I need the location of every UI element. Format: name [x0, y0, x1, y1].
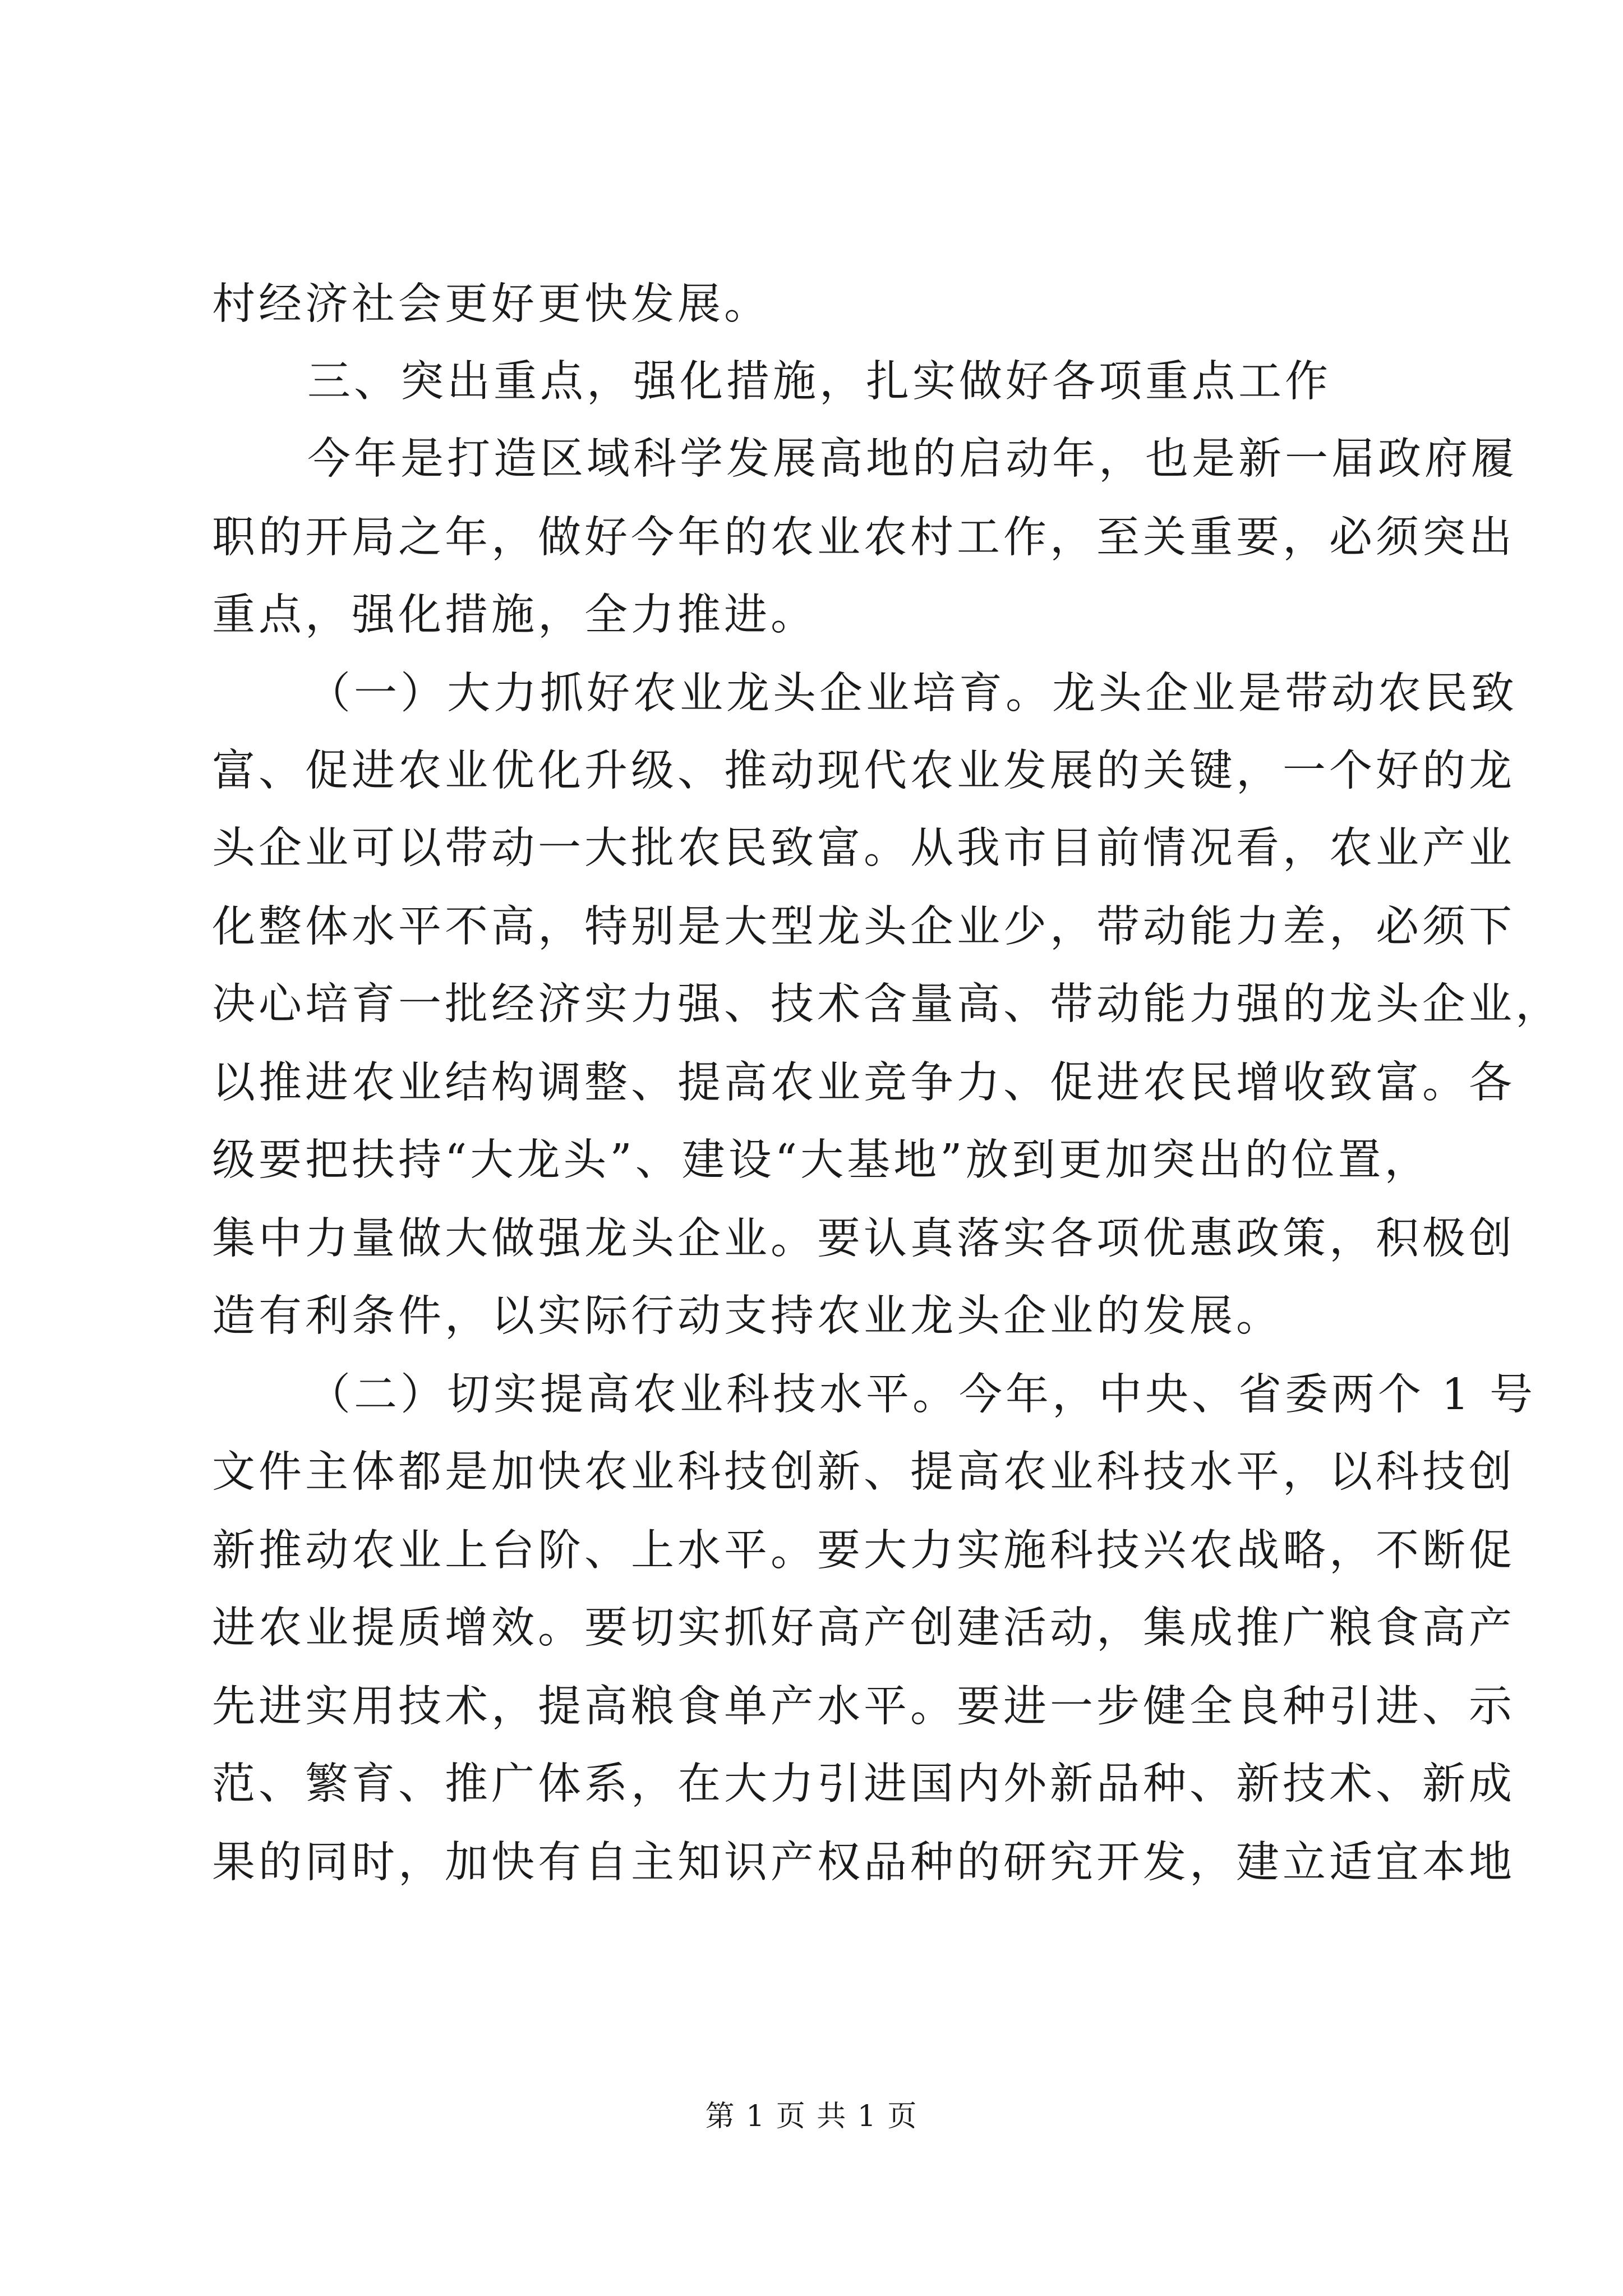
text-line: 进农业提质增效。要切实抓好高产创建活动，集成推广粮食高产 [212, 1603, 1515, 1653]
text-line: 新推动农业上台阶、上水平。要大力实施科技兴农战略，不断促 [212, 1526, 1515, 1576]
text-line: （一）大力抓好农业龙头企业培育。龙头企业是带动农民致 [307, 669, 1518, 719]
text-line: 村经济社会更好更快发展。 [212, 279, 771, 329]
text-line: （二）切实提高农业科技水平。今年，中央、省委两个 1 号 [307, 1370, 1536, 1420]
text-line: 集中力量做大做强龙头企业。要认真落实各项优惠政策，积极创 [212, 1214, 1515, 1264]
text-line: 今年是打造区域科学发展高地的启动年，也是新一届政府履 [307, 434, 1518, 484]
text-line: 先进实用技术，提高粮食单产水平。要进一步健全良种引进、示 [212, 1682, 1515, 1732]
text-line: 级要把扶持“大龙头”、建设“大基地”放到更加突出的位置， [212, 1135, 1431, 1185]
text-line: 化整体水平不高，特别是大型龙头企业少，带动能力差，必须下 [212, 902, 1515, 952]
section-heading: 三、突出重点，强化措施，扎实做好各项重点工作 [307, 357, 1331, 407]
text-line: 头企业可以带动一大批农民致富。从我市目前情况看，农业产业 [212, 823, 1515, 873]
text-line: 范、繁育、推广体系，在大力引进国内外新品种、新技术、新成 [212, 1759, 1515, 1809]
text-line: 富、促进农业优化升级、推动现代农业发展的关键，一个好的龙 [212, 746, 1515, 796]
text-line: 重点，强化措施，全力推进。 [212, 590, 817, 640]
page-footer: 第 1 页 共 1 页 [705, 2100, 918, 2133]
text-line: 果的同时，加快有自主知识产权品种的研究开发，建立适宜本地 [212, 1838, 1515, 1888]
text-line: 决心培育一批经济实力强、技术含量高、带动能力强的龙头企业， [212, 979, 1562, 1029]
text-line: 造有利条件，以实际行动支持农业龙头企业的发展。 [212, 1291, 1283, 1341]
text-line: 职的开局之年，做好今年的农业农村工作，至关重要，必须突出 [212, 513, 1515, 563]
text-line: 以推进农业结构调整、提高农业竞争力、促进农民增收致富。各 [212, 1058, 1515, 1108]
text-line: 文件主体都是加快农业科技创新、提高农业科技水平，以科技创 [212, 1447, 1515, 1497]
